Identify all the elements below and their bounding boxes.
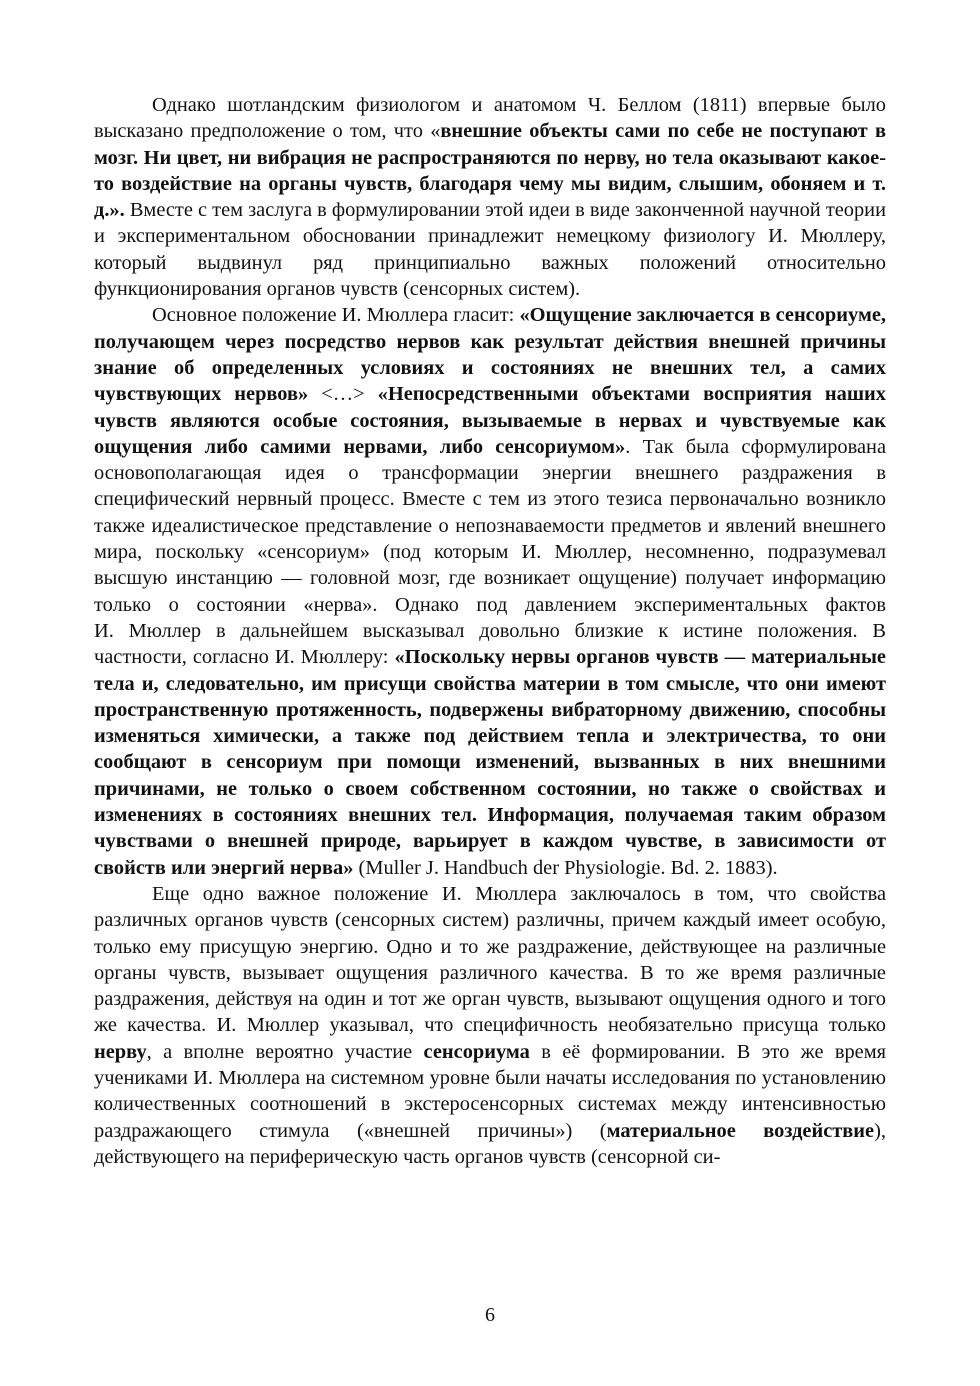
text-segment: ), действующего на периферическую часть органов чувств (сенсорной си- xyxy=(94,1119,886,1168)
text-segment: в её формировании. В это же время учениками И. Мюллера на системном уровне были начаты исследования по установлению количественных соотношений в экстеросенсорных системах между интенсивностью раздражающего стимула («внешней причины») ( xyxy=(94,1040,886,1142)
paragraph-muller-main xyxy=(94,302,886,881)
bold-quote: «Ощущение заключается в сенсориуме, получающем через посредство нервов как результат действия внешней причины знание об определенных условиях и состояниях не внешних тел, а самих чувствующих нервов» xyxy=(94,304,886,406)
bold-quote: «Непосредственными объектами восприятия наших чувств являются особые состояния, вызываемые в нервах и чувствуемые как ощущения либо самими нервами, либо сенсориумом» xyxy=(94,383,886,458)
page-number: 6 xyxy=(485,1304,495,1326)
text-segment: , а вполне вероятно участие xyxy=(146,1040,424,1063)
text-segment: Еще одно важное положение И. Мюллера заключалось в том, что свойства различных органов чувств (сенсорных систем) различны, причем каждый имеет особую, только ему присущую энергию. Одно и то же раздражение, действующее на различные органы чувств, вызывает ощущения различного качества. В то же время различные раздражения, действуя на один и тот же орган чувств, вызывают ощущения одного и того же качества. И. Мюллер указывал, что специфичность необязательно присуща только xyxy=(94,882,886,1037)
text-segment: . Так была сформулирована основополагающая идея о трансформации энергии внешнего раздражения в специфический нервный процесс. Вместе с тем из этого тезиса первоначально возникло также идеалистическое представление о непознаваемости предметов и явлений внешнего мира, поскольку «сенсориум» (под которым И. Мюллер, несомненно, подразумевал высшую инстанцию — головной мозг, где возникает ощущение) получает информацию только о состоянии «нерва». Однако под давлением экспериментальных фактов И. Мюллер в дальнейшем высказывал довольно близкие к истине положения. В частности, согласно И. Мюллеру: xyxy=(94,435,886,669)
bold-quote: «Поскольку нервы органов чувств — материальные тела и, следовательно, им присущи свойства материи в том смысле, что они имеют пространственную протяженность, подвержены вибраторному движению, способны изменяться химически, а также под действием тепла и электричества, то они сообщают в сенсориум при помощи изменений, вызванных в них внешними причинами, не только о своем собственном состоянии, но также о свойствах и изменениях в состояниях внешних тел. Информация, получаемая таким образом чувствами о внешней природе, варьирует в каждом чувстве, в зависимости от свойств или энергий нерва» xyxy=(94,646,886,879)
citation: (Muller J. Handbuch der Physiologie. Bd. 2. 1883). xyxy=(353,856,778,879)
paragraph-bell xyxy=(94,92,886,302)
text-segment: Однако шотландским физиологом и анатомом Ч. Беллом (1811) впервые было высказано предположение о том, что « xyxy=(94,94,886,143)
text-segment: <…> xyxy=(308,383,378,406)
text-segment: Вместе с тем заслуга в формулировании этой идеи в виде законченной научной теории и экспериментальном обосновании принадлежит немецкому физиологу И. Мюллеру, который выдвинул ряд принципиально важных положений относительно функционирования органов чувств (сенсорных систем). xyxy=(94,199,886,301)
bold-term: сенсориума xyxy=(423,1040,530,1063)
bold-quote: внешние объекты сами по себе не поступают в мозг. Ни цвет, ни вибрация не распространяются по нерву, но тела оказывают какое-то воздействие на органы чувств, благодаря чему мы видим, слышим, обоняем и т. д.». xyxy=(94,120,886,222)
paragraph-muller-specific-energy xyxy=(94,881,886,1170)
page-body xyxy=(94,92,886,1170)
bold-term: материальное воздействие xyxy=(606,1119,875,1142)
bold-term: нерву xyxy=(94,1040,147,1063)
text-segment: Основное положение И. Мюллера гласит: xyxy=(152,304,520,327)
